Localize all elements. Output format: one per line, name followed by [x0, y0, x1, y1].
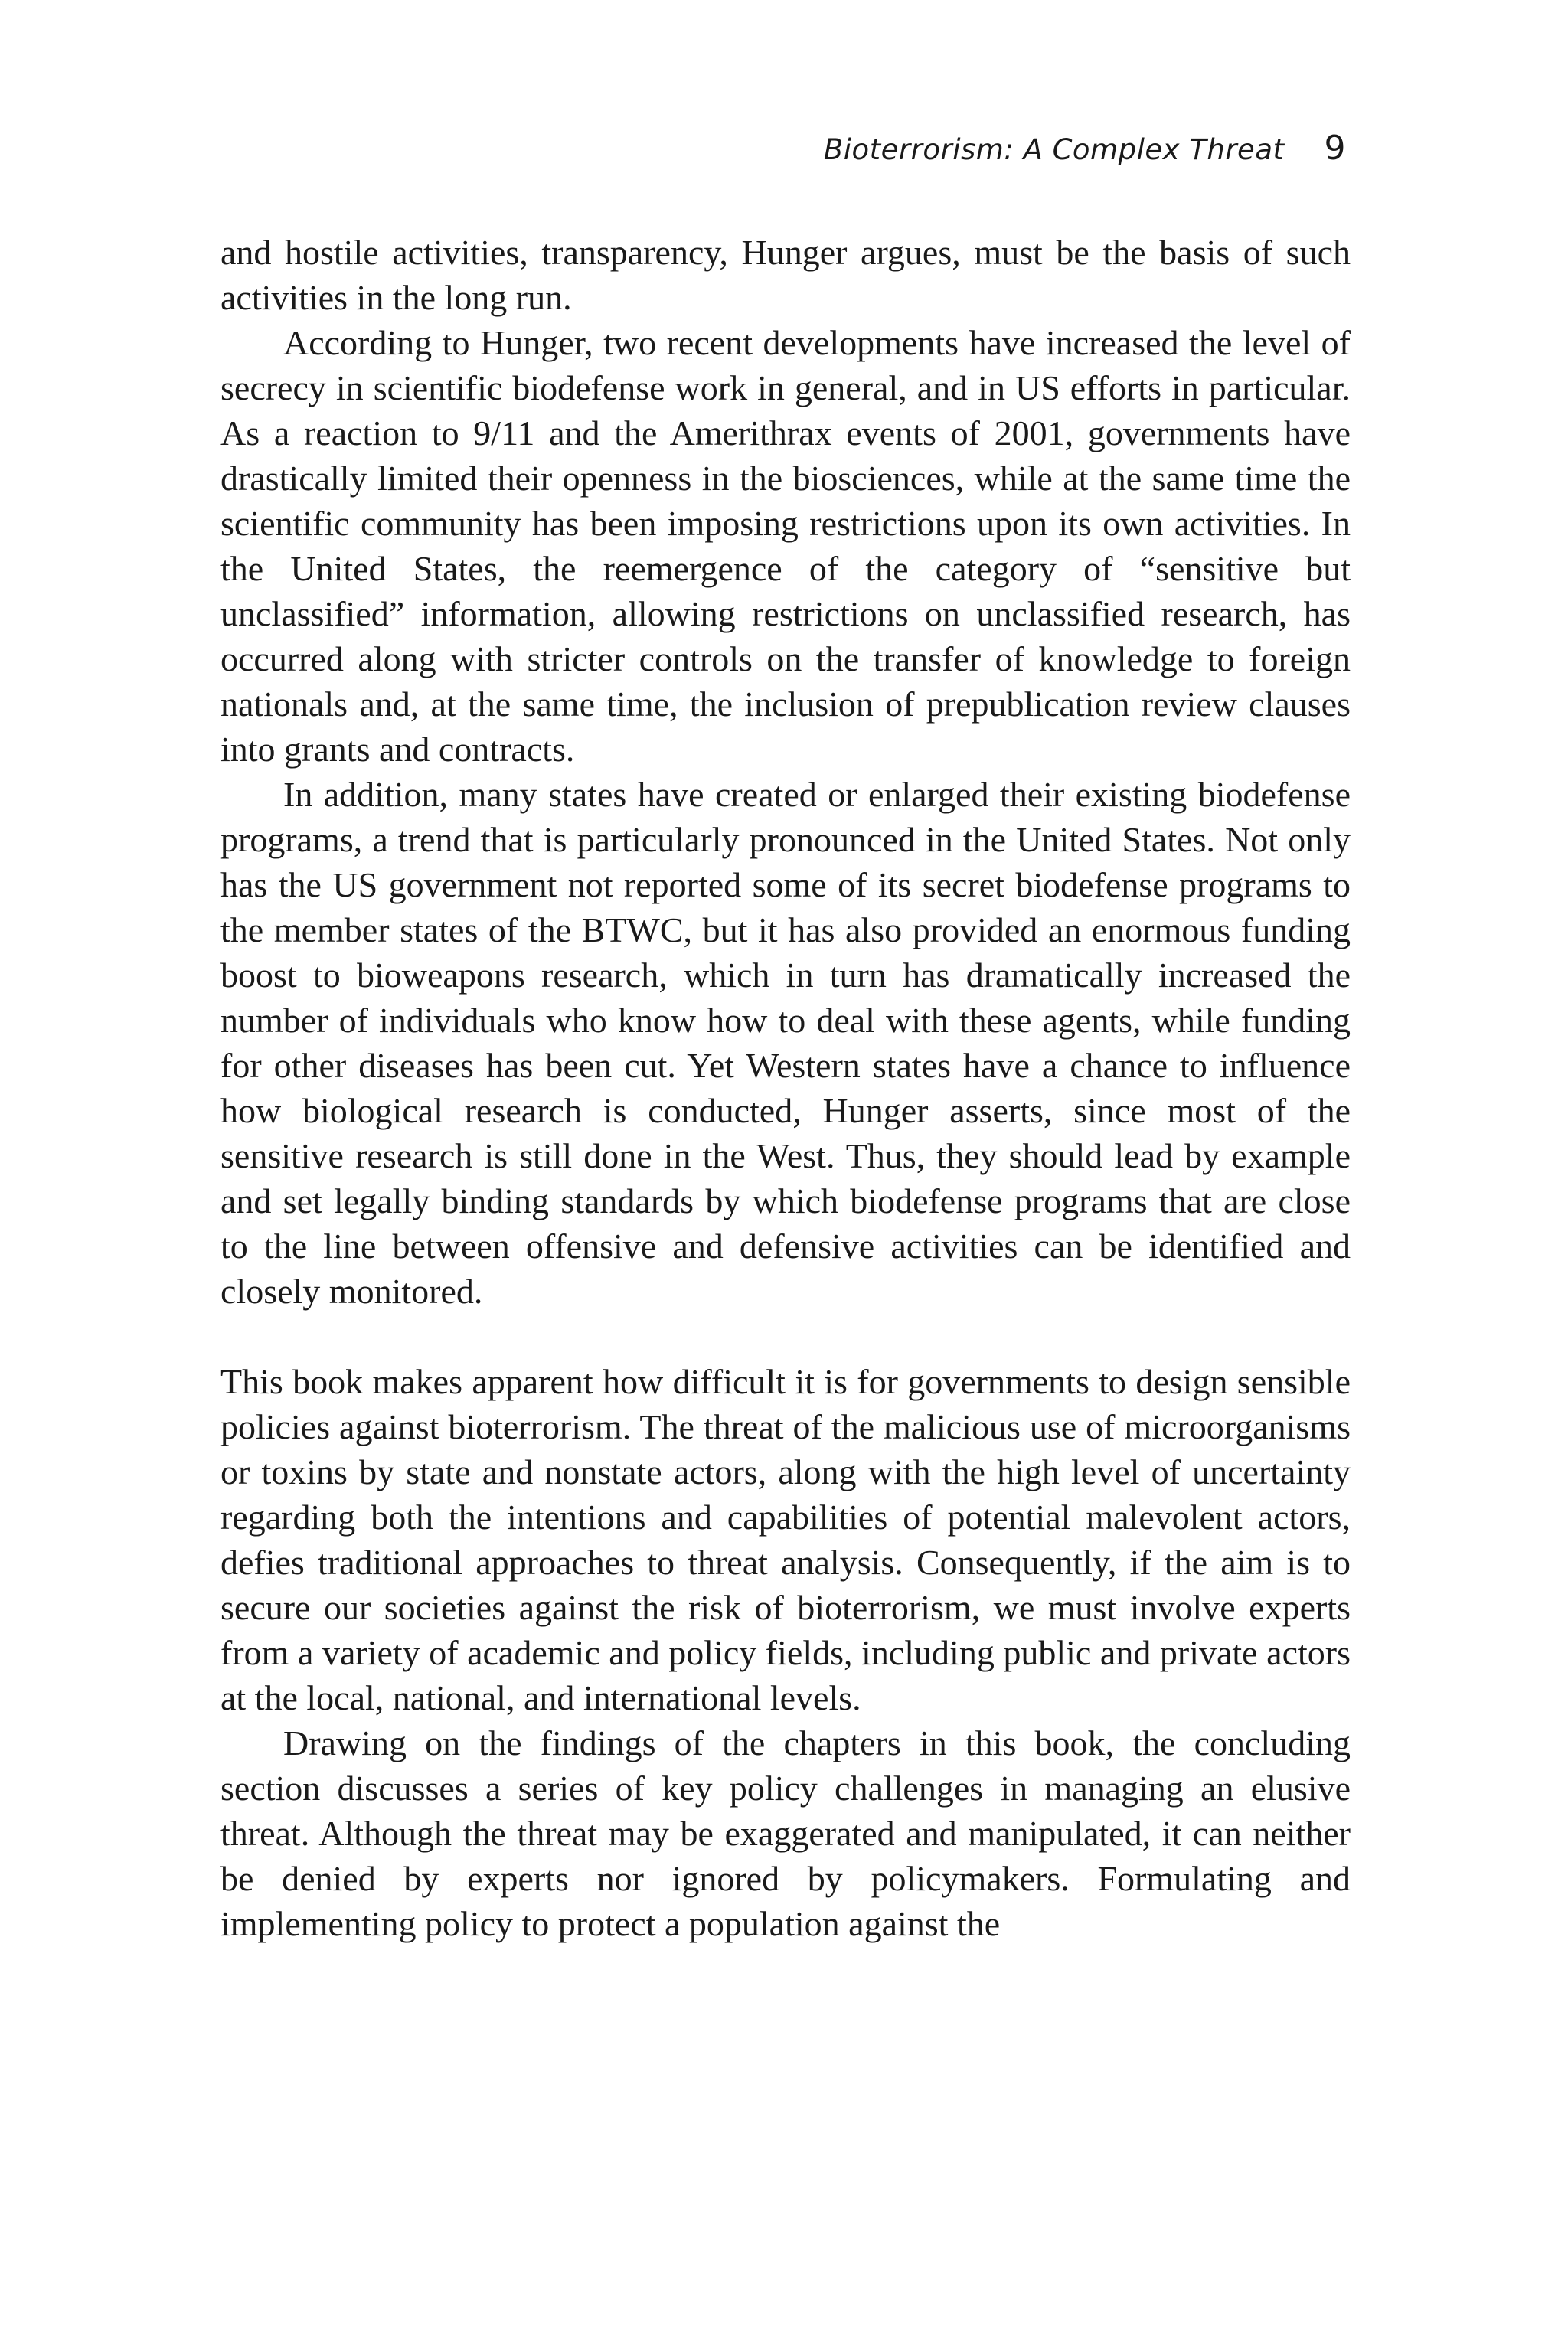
- paragraph: In addition, many states have created or enlarged their existing biodefense programs, a trend that is particularly pronounced in the United States. Not only has the US government not reported some of its secret biodefense programs to the member states of the BTWC, but it has also provided an enormous funding boost to bioweapons research, which in turn has dramatically increased the number of individuals who know how to deal with these agents, while funding for other diseases has been cut. Yet Western states have a chance to influence how biological research is conducted, Hunger asserts, since most of the sensitive research is still done in the West. Thus, they should lead by example and set legally binding standards by which biodefense programs that are close to the line between offensive and defensive activities can be identified and closely monitored.: [220, 775, 1351, 1311]
- paragraph: This book makes apparent how difficult it is for governments to design sensible policies against bioterrorism. The threat of the malicious use of microorganisms or toxins by state and nonstate actors, along with the high level of uncertainty regarding both the intentions and capabilities of potential malevolent actors, defies traditional approaches to threat analysis. Consequently, if the aim is to secure our societies against the risk of bioterrorism, we must involve experts from a variety of academic and policy fields, including public and private actors at the local, national, and international levels.: [220, 1362, 1351, 1717]
- paragraph: According to Hunger, two recent developments have increased the level of secrecy in scientific biodefense work in general, and in US efforts in particular. As a reaction to 9/11 and the Amerithrax events of 2001, governments have drastically limited their openness in the biosciences, while at the same time the scientific community has been imposing restrictions upon its own activities. In the United States, the reemergence of the category of “sensitive but unclassified” information, allowing restrictions on unclassified research, has occurred along with stricter controls on the transfer of knowledge to foreign nationals and, at the same time, the inclusion of prepublication review clauses into grants and contracts.: [220, 323, 1351, 769]
- running-head: [824, 129, 1346, 168]
- paragraph: and hostile activities, transparency, Hunger argues, must be the basis of such activities in the long run.: [220, 233, 1351, 317]
- paragraph: Drawing on the findings of the chapters in this book, the concluding section discusses a series of key policy challenges in managing an elusive threat. Although the threat may be exaggerated and manipulated, it can neither be denied by experts nor ignored by policymakers. Formulating and implementing policy to protect a population against the: [220, 1723, 1351, 1943]
- running-head-title: Bioterrorism: A Complex Threat: [823, 133, 1285, 166]
- page-number: 9: [1324, 129, 1346, 168]
- body-text: [220, 230, 1351, 1946]
